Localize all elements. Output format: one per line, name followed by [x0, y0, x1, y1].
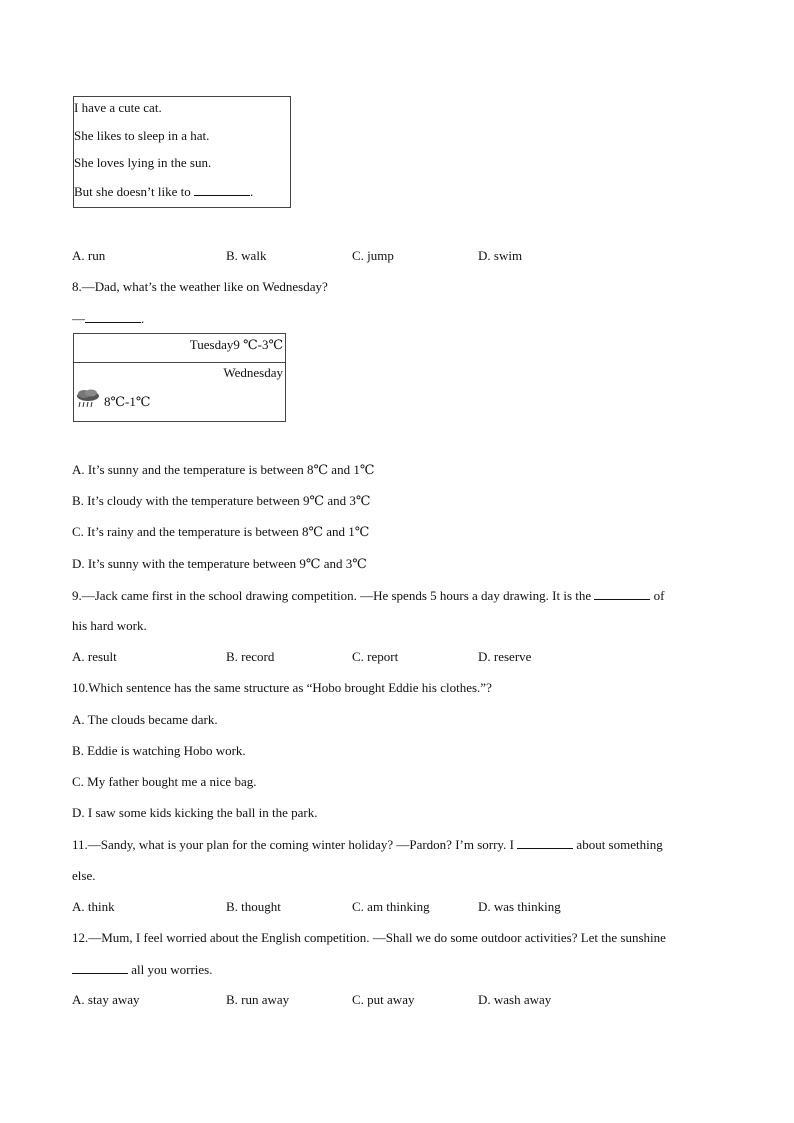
q8-option-d[interactable]: D. It’s sunny with the temperature between 9℃ and 3℃	[72, 556, 367, 571]
q8-answer-line	[72, 310, 144, 327]
q10-option-b[interactable]: B. Eddie is watching Hobo work.	[72, 743, 246, 758]
q11-question-line-2: else.	[72, 868, 96, 883]
q10-option-a[interactable]: A. The clouds became dark.	[72, 712, 218, 727]
q9-text-end: of	[650, 588, 665, 603]
q11-question-line-1	[72, 836, 663, 853]
q11-option-d[interactable]: D. was thinking	[478, 899, 561, 914]
rain-cloud-icon	[75, 389, 101, 409]
q10-option-d[interactable]: D. I saw some kids kicking the ball in the park.	[72, 805, 318, 820]
q9-answer-blank	[594, 587, 650, 600]
q11-option-c[interactable]: C. am thinking	[352, 899, 430, 914]
q8-option-a[interactable]: A. It’s sunny and the temperature is between 8℃ and 1℃	[72, 462, 375, 477]
q12-question-line-1	[72, 930, 666, 946]
q9-option-c[interactable]: C. report	[352, 649, 399, 664]
weather-wednesday-temp: 8℃-1℃	[104, 394, 151, 409]
poem-box	[73, 96, 291, 208]
weather-divider	[74, 362, 285, 363]
q12-option-d[interactable]: D. wash away	[478, 992, 552, 1007]
answer-blank	[194, 183, 250, 196]
q8-dash: —	[72, 311, 85, 326]
weather-wednesday: Wednesday	[223, 365, 283, 380]
weather-tuesday: Tuesday9 ℃-3℃	[189, 337, 283, 352]
q7-option-a[interactable]: A. run	[72, 248, 106, 263]
q9-number: 9.	[72, 588, 82, 603]
q8-answer-end: .	[141, 311, 145, 326]
q12-text: —Mum, I feel worried about the English competition. —Shall we do some outdoor activities? Let the sunshine	[88, 930, 666, 945]
q8-option-b[interactable]: B. It’s cloudy with the temperature between 9℃ and 3℃	[72, 493, 371, 508]
q9-option-d[interactable]: D. reserve	[478, 649, 532, 664]
q10-option-c[interactable]: C. My father bought me a nice bag.	[72, 774, 257, 789]
q10-question	[72, 680, 492, 696]
q11-text: —Sandy, what is your plan for the coming winter holiday? —Pardon? I’m sorry. I	[87, 837, 518, 852]
poem-line-4	[74, 183, 253, 200]
poem-line-3: She loves lying in the sun.	[74, 155, 212, 170]
q11-text-end: about something	[573, 837, 663, 852]
q9-question-line-1	[72, 587, 665, 604]
q12-answer-blank	[72, 961, 128, 974]
q7-option-c[interactable]: C. jump	[352, 248, 394, 263]
q12-option-c[interactable]: C. put away	[352, 992, 415, 1007]
q12-text-end: all you worries.	[128, 962, 213, 977]
q8-option-c[interactable]: C. It’s rainy and the temperature is between 8℃ and 1℃	[72, 524, 370, 539]
q9-text: —Jack came first in the school drawing competition. —He spends 5 hours a day drawing. It is the	[81, 588, 595, 603]
q11-option-a[interactable]: A. think	[72, 899, 115, 914]
weather-table	[73, 333, 286, 422]
q9-option-a[interactable]: A. result	[72, 649, 117, 664]
q7-option-d[interactable]: D. swim	[478, 248, 523, 263]
q8-question	[72, 279, 328, 295]
q7-option-b[interactable]: B. walk	[226, 248, 267, 263]
q11-answer-blank	[517, 836, 573, 849]
q8-answer-blank	[85, 310, 141, 323]
q10-number: 10.	[72, 680, 89, 695]
q10-text: Which sentence has the same structure as “Hobo brought Eddie his clothes.”?	[88, 680, 492, 695]
q12-question-line-2	[72, 961, 212, 978]
poem-line-4-end: .	[250, 184, 254, 199]
q12-number: 12.	[72, 930, 89, 945]
q9-question-line-2: his hard work.	[72, 618, 147, 633]
poem-line-1: I have a cute cat.	[74, 100, 162, 115]
q9-option-b[interactable]: B. record	[226, 649, 275, 664]
q11-option-b[interactable]: B. thought	[226, 899, 281, 914]
q11-number: 11.	[72, 837, 88, 852]
q12-option-a[interactable]: A. stay away	[72, 992, 140, 1007]
q12-option-b[interactable]: B. run away	[226, 992, 290, 1007]
poem-line-4-text: But she doesn’t like to	[74, 184, 195, 199]
q8-number: 8.	[72, 279, 82, 294]
q8-text: —Dad, what’s the weather like on Wednesday?	[81, 279, 328, 294]
poem-line-2: She likes to sleep in a hat.	[74, 128, 210, 143]
